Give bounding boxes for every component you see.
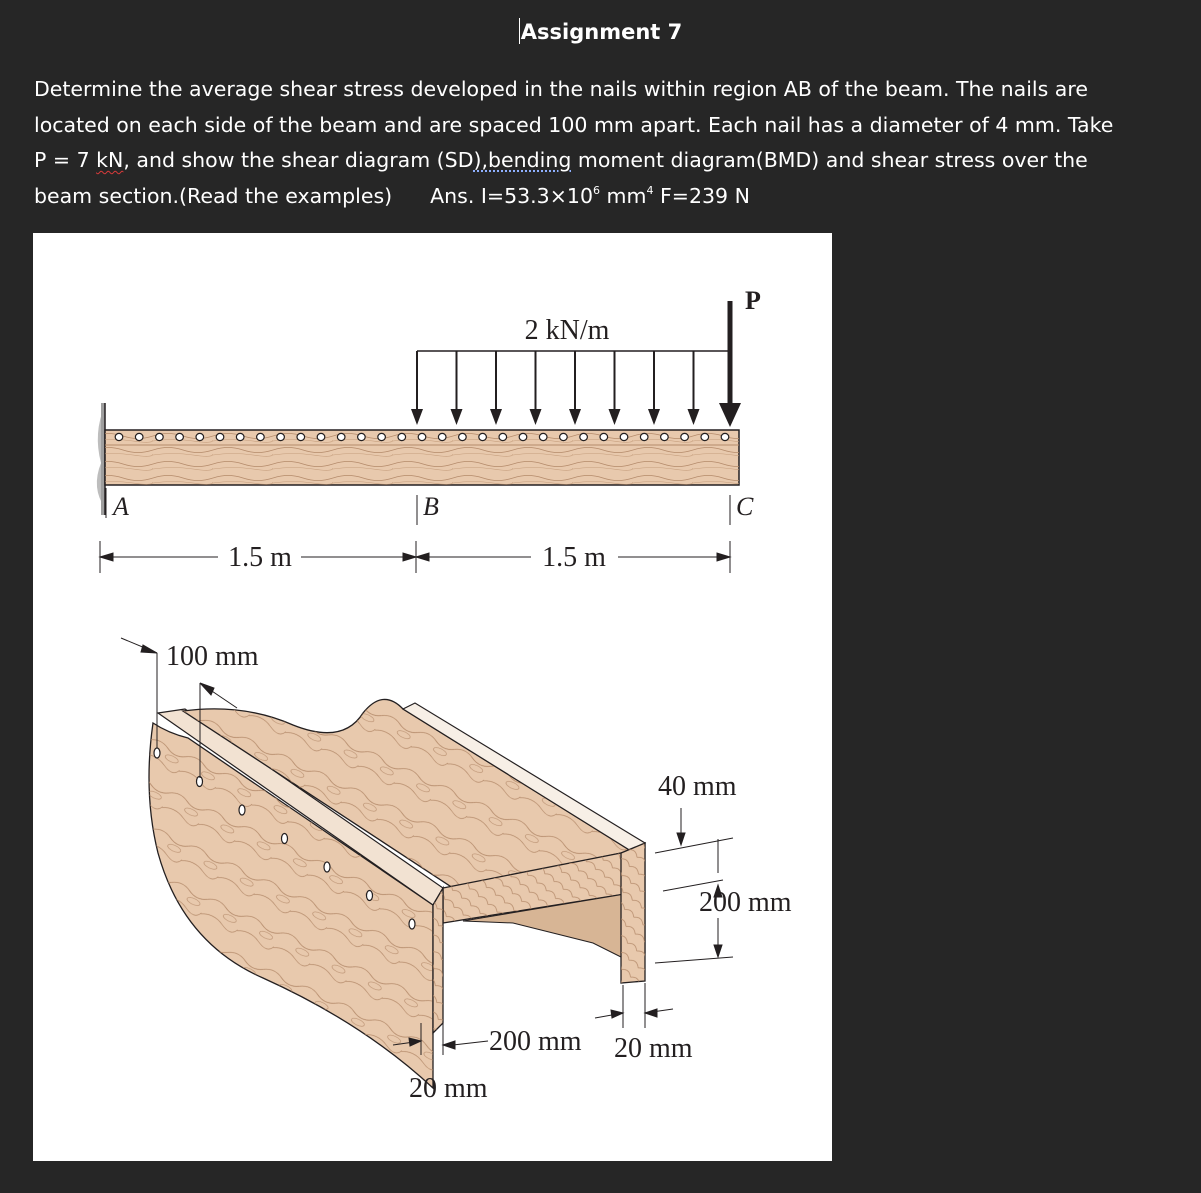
nail-head <box>135 433 143 440</box>
point-load-label: P <box>745 286 761 315</box>
distributed-load <box>411 351 729 425</box>
exponent-4: 4 <box>646 183 654 197</box>
nail-head <box>337 433 345 440</box>
answer-prefix: Ans. I=53.3×10 <box>430 183 593 208</box>
point-load-arrow <box>719 301 741 427</box>
load-arrowhead <box>648 409 660 425</box>
span-dimension-lines <box>100 541 730 573</box>
grammar-flag-bending: ),bending <box>473 148 572 172</box>
nail-head <box>539 433 547 440</box>
nail-head <box>479 433 487 440</box>
text-cursor <box>519 18 520 44</box>
section-nail-head <box>367 891 373 901</box>
answer-force: F=239 N <box>653 183 750 208</box>
nail-head <box>661 433 669 440</box>
load-label: 2 kN/m <box>524 315 610 346</box>
nail-head <box>378 433 386 440</box>
answer-text <box>430 184 750 208</box>
problem-line-4 <box>34 179 1174 215</box>
section-nail-head <box>239 805 245 815</box>
load-arrowhead <box>569 409 581 425</box>
line3-pre: P = 7 <box>34 148 97 172</box>
flange-width-label: 200 mm <box>489 1026 582 1057</box>
point-a-label: A <box>113 492 129 521</box>
section-nail-head <box>154 748 160 758</box>
span-bc-label: 1.5 m <box>542 542 606 573</box>
nail-head <box>701 433 709 440</box>
load-arrowhead <box>609 409 621 425</box>
section-nail-head <box>282 834 288 844</box>
answer-unit: mm <box>599 183 647 208</box>
nail-head <box>176 433 184 440</box>
problem-line-3 <box>34 143 1174 179</box>
nail-head <box>236 433 244 440</box>
beam-figure-svg <box>33 233 832 1161</box>
nail-head <box>196 433 204 440</box>
beam-elevation <box>105 430 739 485</box>
beam-figure <box>33 233 832 1161</box>
nail-head <box>519 433 527 440</box>
line3-mid: , and show the shear diagram (SD <box>123 148 474 172</box>
document-title <box>0 18 1201 44</box>
nail-head <box>257 433 265 440</box>
nail-head <box>560 433 568 440</box>
nail-spacing-label: 100 mm <box>166 641 259 672</box>
load-arrows <box>411 351 700 425</box>
point-c-label: C <box>736 492 754 521</box>
load-arrowhead <box>688 409 700 425</box>
problem-line-1: Determine the average shear stress developed in the nails within region AB of the beam. The nails are <box>34 77 1088 101</box>
title-text: Assignment 7 <box>520 20 683 44</box>
nail-head <box>681 433 689 440</box>
problem-statement <box>34 72 1174 214</box>
load-arrowhead <box>451 409 463 425</box>
load-arrowhead <box>490 409 502 425</box>
point-b-label: B <box>423 492 439 521</box>
nail-head <box>459 433 467 440</box>
nail-head <box>721 433 729 440</box>
nail-head <box>277 433 285 440</box>
nail-head <box>418 433 426 440</box>
section-nail-head <box>409 919 415 929</box>
nail-head <box>640 433 648 440</box>
web-thickness-right-label: 20 mm <box>614 1033 693 1064</box>
line4-text: beam section.(Read the examples) <box>34 183 393 208</box>
problem-line-2: located on each side of the beam and are spaced 100 mm apart. Each nail has a diameter of 4 mm. Take <box>34 112 1114 137</box>
load-arrowhead <box>411 409 423 425</box>
nail-head <box>216 433 224 440</box>
flange-thickness-label: 40 mm <box>658 771 737 802</box>
nail-head <box>317 433 325 440</box>
nail-head <box>297 433 305 440</box>
exponent-6: 6 <box>592 183 600 197</box>
nail-head <box>600 433 608 440</box>
nail-head <box>156 433 164 440</box>
nail-head <box>580 433 588 440</box>
nail-head <box>358 433 366 440</box>
nail-head <box>115 433 123 440</box>
nail-head <box>398 433 406 440</box>
nail-head <box>620 433 628 440</box>
nail-head <box>499 433 507 440</box>
spellcheck-kn: kN <box>96 148 124 172</box>
web-height-label: 200 mm <box>699 887 792 918</box>
section-nail-head <box>324 862 330 872</box>
web-thickness-left-label: 20 mm <box>409 1073 488 1104</box>
load-arrowhead <box>530 409 542 425</box>
span-ab-label: 1.5 m <box>228 542 292 573</box>
line3-post: moment diagram(BMD) and shear stress over the <box>571 148 1088 172</box>
wall-support <box>97 403 105 515</box>
nail-head <box>438 433 446 440</box>
